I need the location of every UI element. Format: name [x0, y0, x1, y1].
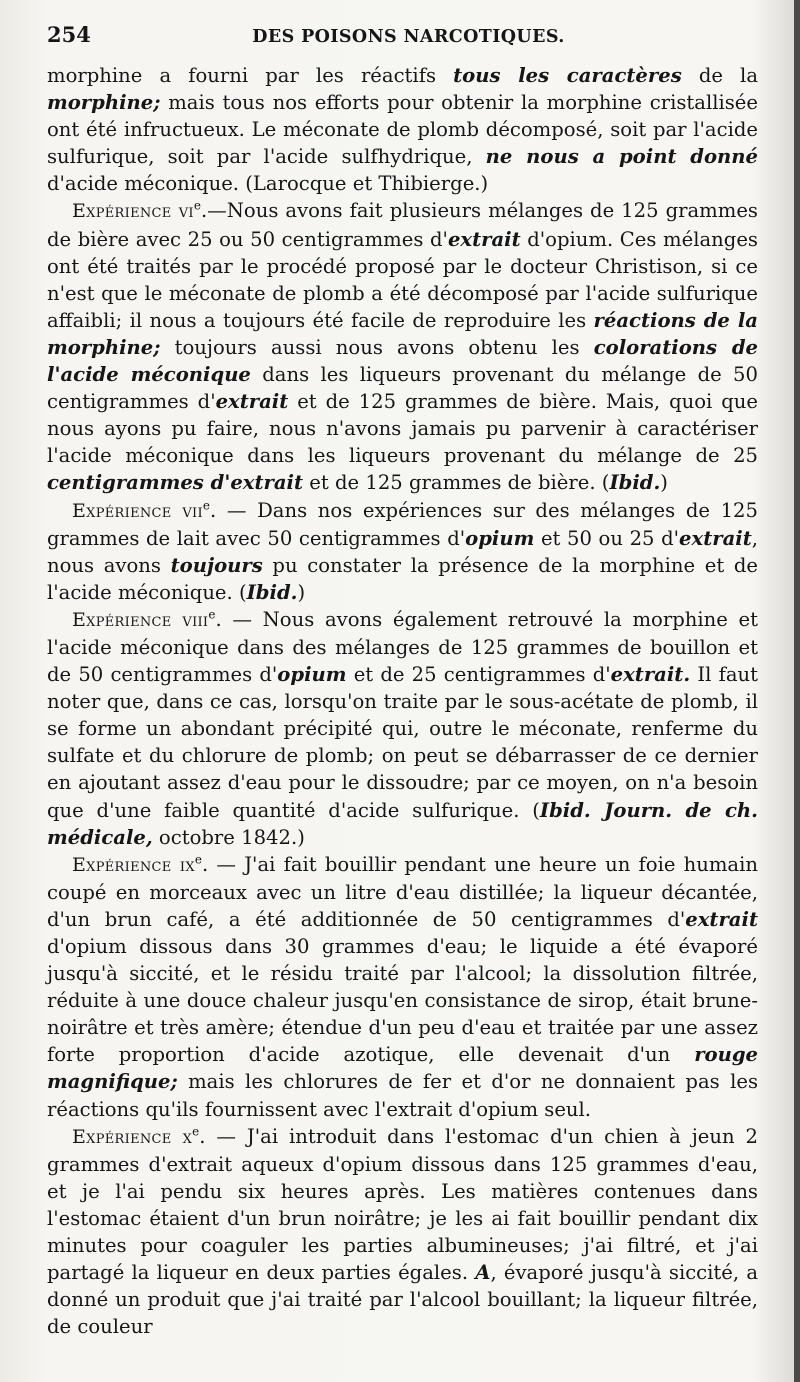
- ordinal-superscript: e: [192, 1124, 200, 1139]
- italic-run: Ibid.: [609, 471, 661, 495]
- page-body: [47, 62, 758, 1340]
- text-run: Il faut noter que, dans ce cas, lorsqu'on traite par le sous-acétate de plomb, il se forme un abondant précipité qui, outre le méconate, renferme du sulfate et du chlorure de plomb; on peut se débarrasser de ce dernier en ajoutant assez d'eau pour le dissoudre; par ce moyen, on n'a besoin que d'une faible quantité d'acide sulfurique. (: [47, 663, 758, 822]
- italic-run: extrait: [685, 907, 758, 931]
- text-run: de la: [681, 64, 758, 87]
- italic-run: Ibid.: [246, 580, 298, 604]
- italic-run: extrait.: [610, 663, 691, 687]
- paragraph-experience-viii: [47, 606, 758, 851]
- text-run: mais les chlorures de fer et d'or ne donnaient pas les réactions qu'ils fournissent avec l'extrait d'opium seul.: [47, 1070, 758, 1121]
- experience-label: Expérience vi: [72, 200, 194, 223]
- paragraph-continuation: [47, 62, 758, 197]
- italic-run: extrait: [679, 526, 752, 550]
- text-run: d'opium dissous dans 30 grammes d'eau; le liquide a été évaporé jusqu'à siccité, et le résidu traité par l'alcool; la dissolution filtrée, réduite à une douce chaleur jusqu'en consistance de sirop, était brune-noirâtre et très amère; étendue d'un peu d'eau et traitée par une assez forte proportion d'acide azotique, elle devenait d'un: [47, 935, 758, 1067]
- italic-run: réactions de la morphine;: [47, 308, 758, 359]
- italic-run: extrait: [215, 390, 289, 414]
- italic-run: tous les caractères: [453, 64, 682, 87]
- italic-run: opium: [465, 526, 535, 550]
- ordinal-superscript: e: [193, 198, 201, 213]
- italic-run: ne nous a point donné: [485, 145, 758, 169]
- text-run: dans les liqueurs provenant du mélange de 50 centigrammes d': [47, 363, 758, 414]
- text-run: . — J'ai introduit dans l'estomac d'un chien à jeun 2 grammes d'extrait aqueux d'opium dissous dans 125 grammes d'eau, et je l'ai pendu six heures après. Les matières contenues dans l'estomac étaient d'un brun noirâtre; je les ai fait bouillir pendant dix minutes pour coaguler les parties albumineuses; j'ai filtré, et j'ai partagé la liqueur en deux parties égales.: [47, 1124, 758, 1285]
- experience-label: Expérience ix: [72, 853, 195, 876]
- paragraph-experience-vii: [47, 497, 758, 606]
- ordinal-superscript: e: [194, 852, 202, 867]
- ordinal-superscript: e: [208, 607, 216, 622]
- text-run: pu constater la présence de la morphine et de l'acide méconique. (: [47, 553, 758, 604]
- experience-label: Expérience vii: [72, 499, 203, 522]
- text-run: mais tous nos efforts pour obtenir la morphine cristallisée ont été infructueux. Le méconate de plomb décomposé, soit par l'acide sulfurique, soit par l'acide sulfhydrique,: [47, 91, 758, 169]
- italic-run: morphine;: [47, 91, 161, 115]
- italic-run: centigrammes d'extrait: [47, 471, 304, 495]
- paragraph-experience-x: [47, 1123, 758, 1341]
- paragraph-experience-vi: [47, 197, 758, 496]
- italic-run: extrait: [447, 227, 521, 251]
- text-run: ): [297, 580, 306, 604]
- text-run: octobre 1842.): [152, 825, 305, 849]
- text-run: et de 125 grammes de bière. Mais, quoi que nous ayons pu faire, nous n'avons jamais pu parvenir à caractériser l'acide méconique dans les liqueurs provenant du mélange de 25: [47, 390, 758, 468]
- text-run: .—Nous avons fait plusieurs mélanges de 125 grammes de bière avec 25 ou 50 centigrammes d': [47, 199, 758, 251]
- text-run: . — Dans nos expériences sur des mélanges de 125 grammes de lait avec 50 centigrammes d': [47, 498, 758, 550]
- running-head: DES POISONS NARCOTIQUES.: [252, 27, 565, 47]
- italic-run: A: [475, 1261, 491, 1285]
- paragraph-experience-ix: [47, 851, 758, 1123]
- text-run: , évaporé jusqu'à siccité, a donné un produit que j'ai traité par l'alcool bouillant; la liqueur filtrée, de couleur: [47, 1261, 759, 1339]
- text-run: et de 125 grammes de bière. (: [303, 471, 610, 495]
- experience-label: Expérience x: [72, 1125, 193, 1148]
- page-header: [47, 22, 758, 60]
- text-run: toujours aussi nous avons obtenu les: [160, 335, 594, 359]
- page-number: 254: [47, 22, 91, 47]
- text-run: et de 25 centigrammes d': [346, 663, 611, 687]
- italic-run: toujours: [170, 553, 263, 577]
- text-run: morphine a fourni par les réactifs: [47, 64, 454, 87]
- italic-run: opium: [277, 663, 347, 687]
- italic-run: Ibid. Journ. de ch. médicale,: [47, 798, 758, 849]
- italic-run: rouge magnifique;: [47, 1043, 758, 1094]
- italic-run: colorations de l'acide méconique: [47, 335, 758, 387]
- text-run: et 50 ou 25 d': [534, 526, 680, 550]
- text-run: . — Nous avons également retrouvé la morphine et l'acide méconique dans des mélanges de 125 grammes de bouillon et de 50 centigrammes d': [47, 607, 759, 687]
- text-run: , nous avons: [47, 526, 758, 577]
- ordinal-superscript: e: [202, 497, 210, 512]
- text-run: d'opium. Ces mélanges ont été traités par le procédé proposé par le docteur Christison, si ce n'est que le méconate de plomb a été décomposé par l'acide sulfurique affaibli; il nous a toujours été facile de reproduire les: [47, 227, 758, 332]
- text-run: ): [660, 471, 668, 495]
- text-run: . — J'ai fait bouillir pendant une heure un foie humain coupé en morceaux avec un litre d'eau distillée; la liqueur décantée, d'un brun café, a été additionnée de 50 centigrammes d': [47, 852, 759, 931]
- text-run: d'acide méconique. (Larocque et Thibierge.): [47, 172, 489, 196]
- experience-label: Expérience viii: [72, 608, 209, 631]
